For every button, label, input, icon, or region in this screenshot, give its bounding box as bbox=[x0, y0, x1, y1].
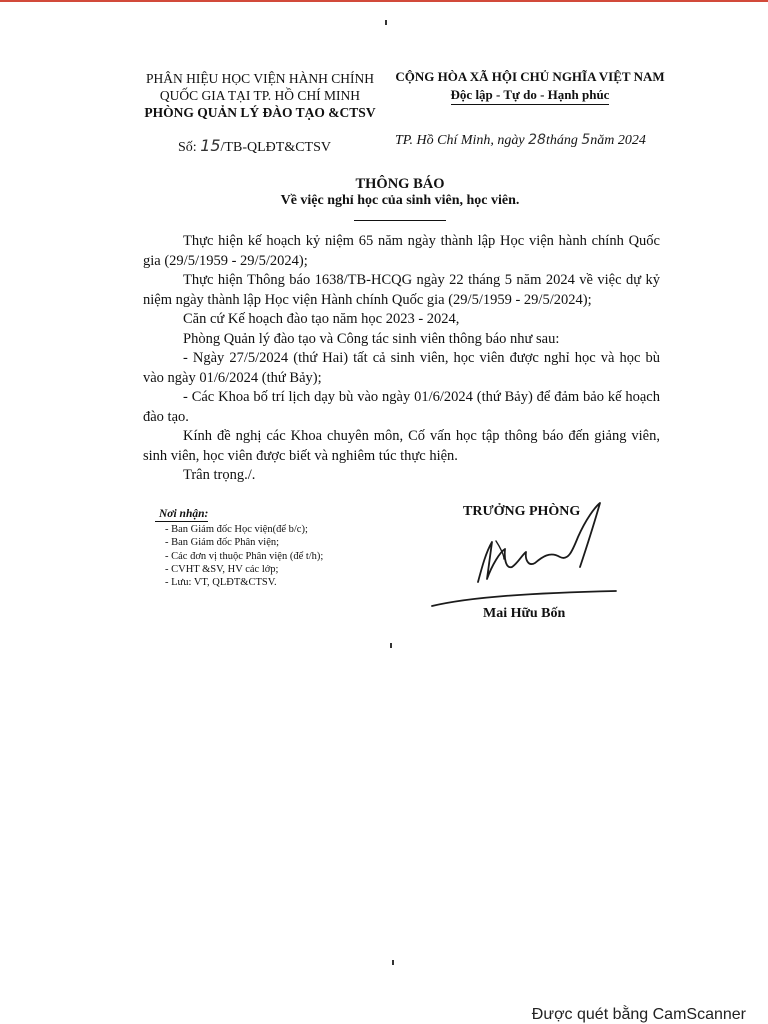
body-paragraph: Thực hiện kế hoạch kỷ niệm 65 năm ngày thành lập Học viện hành chính Quốc gia (29/5/1959 - 29/5/2024); bbox=[143, 233, 660, 269]
signer-role: TRƯỞNG PHÒNG bbox=[463, 504, 581, 519]
document-body bbox=[143, 232, 660, 486]
document-number bbox=[178, 136, 331, 156]
doc-number-handwritten: 15 bbox=[200, 136, 221, 155]
scan-speck bbox=[385, 20, 387, 25]
issuing-agency-header bbox=[140, 70, 380, 121]
subtitle-underline bbox=[354, 220, 446, 221]
scan-speck bbox=[390, 643, 392, 648]
doc-number-suffix: /TB-QLĐT&CTSV bbox=[220, 140, 331, 155]
issue-date bbox=[395, 132, 646, 149]
body-paragraph: Căn cứ Kế hoạch đào tạo năm học 2023 - 2024, bbox=[183, 311, 460, 327]
body-paragraph: Thực hiện Thông báo 1638/TB-HCQG ngày 22 tháng 5 năm 2024 về việc dự kỷ niệm ngày thành lập Học viện Hành chính Quốc gia (29/5/1959 - 29/5/2024); bbox=[143, 272, 660, 308]
national-name: CỘNG HÒA XÃ HỘI CHỦ NGHĨA VIỆT NAM bbox=[395, 69, 665, 84]
national-motto: Độc lập - Tự do - Hạnh phúc bbox=[451, 86, 610, 105]
doc-number-prefix: Số: bbox=[178, 140, 197, 155]
recipient-item: - Ban Giám đốc Học viện(để b/c); bbox=[165, 524, 308, 536]
body-paragraph: Phòng Quản lý đào tạo và Công tác sinh viên thông báo như sau: bbox=[183, 330, 560, 347]
date-year: năm 2024 bbox=[590, 133, 646, 148]
body-paragraph: Kính đề nghị các Khoa chuyên môn, Cố vấn học tập thông báo đến giảng viên, sinh viên, học viên được biết và nghiêm túc thực hiện. bbox=[143, 428, 660, 464]
handwritten-signature bbox=[430, 497, 620, 609]
recipient-item: - Ban Giám đốc Phân viện; bbox=[165, 537, 280, 549]
scan-speck bbox=[392, 960, 394, 965]
national-header bbox=[395, 68, 665, 105]
body-paragraph: - Các Khoa bố trí lịch dạy bù vào ngày 01/6/2024 (thứ Bảy) để đảm bảo kế hoạch đào tạo. bbox=[143, 389, 660, 425]
agency-line-2: QUỐC GIA TẠI TP. HỒ CHÍ MINH bbox=[159, 88, 361, 103]
date-month-handwritten: 5 bbox=[581, 132, 591, 148]
closing-line: Trân trọng./. bbox=[183, 467, 256, 483]
scan-top-edge bbox=[0, 0, 768, 2]
date-prefix: TP. Hồ Chí Minh, ngày bbox=[395, 133, 525, 148]
recipient-item: - Các đơn vị thuộc Phân viện (để t/h); bbox=[165, 550, 324, 562]
recipients-label: Nơi nhận: bbox=[155, 508, 208, 522]
recipients-block bbox=[155, 508, 323, 589]
document-title: THÔNG BÁO bbox=[355, 176, 445, 192]
recipient-item: - Lưu: VT, QLĐT&CTSV. bbox=[165, 577, 277, 589]
document-subtitle: Về việc nghỉ học của sinh viên, học viên. bbox=[280, 193, 520, 208]
date-month-label: tháng bbox=[545, 133, 578, 148]
scanner-watermark: Được quét bằng CamScanner bbox=[531, 1006, 746, 1023]
recipients-list bbox=[155, 523, 323, 589]
recipient-item: - CVHT &SV, HV các lớp; bbox=[165, 563, 279, 575]
date-day-handwritten: 28 bbox=[528, 132, 546, 148]
agency-line-3: PHÒNG QUẢN LÝ ĐÀO TẠO &CTSV bbox=[144, 105, 376, 120]
body-paragraph: - Ngày 27/5/2024 (thứ Hai) tất cả sinh viên, học viên được nghỉ học và học bù vào ngày 01/6/2024 (thứ Bảy); bbox=[143, 350, 660, 386]
signer-name: Mai Hữu Bốn bbox=[483, 606, 566, 621]
agency-line-1: PHÂN HIỆU HỌC VIỆN HÀNH CHÍNH bbox=[145, 71, 375, 86]
